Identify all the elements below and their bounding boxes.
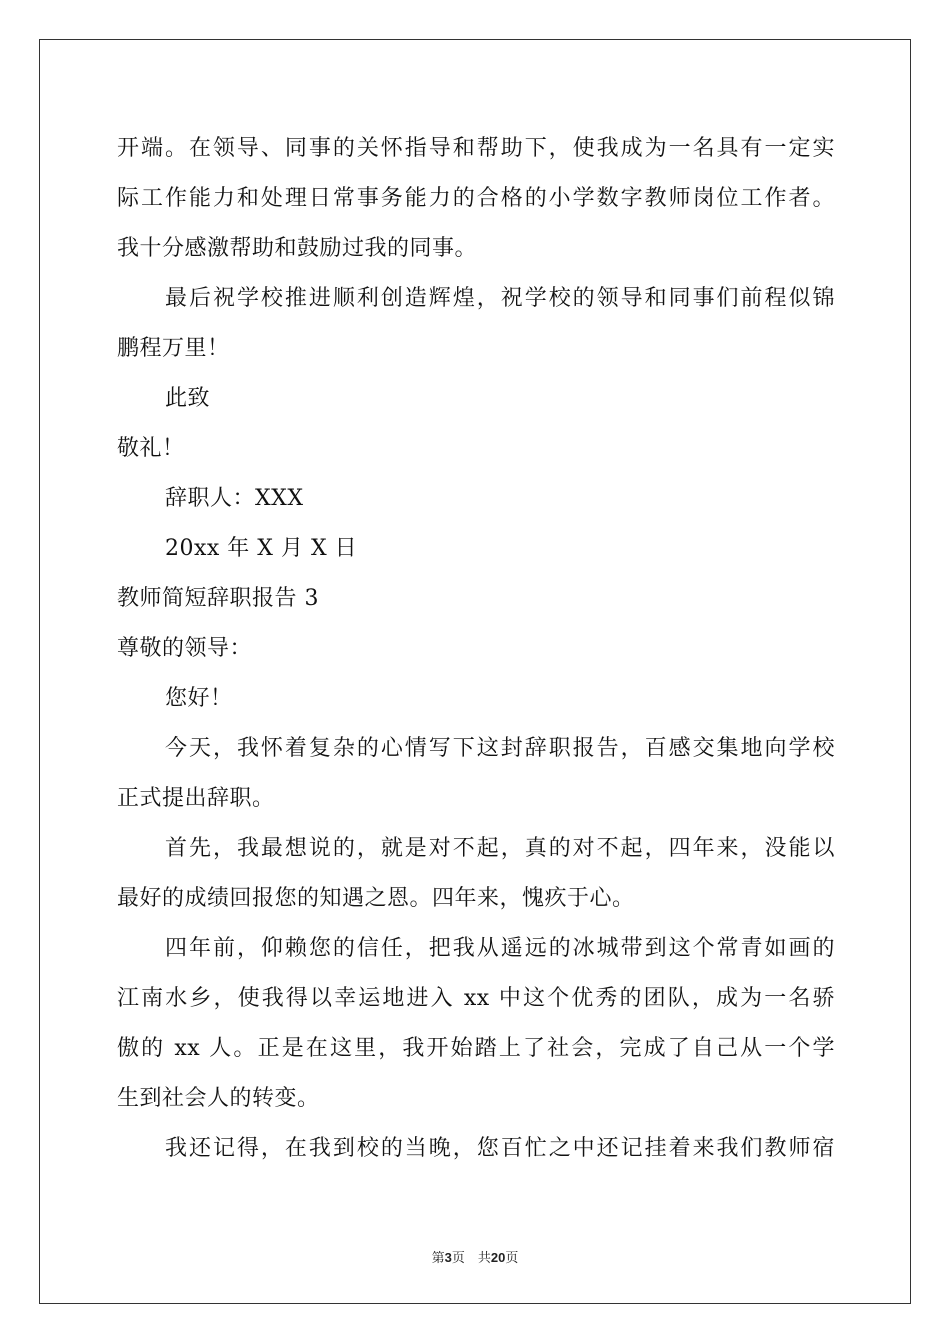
paragraph-line: 正式提出辞职。	[117, 786, 275, 811]
paragraph-line: 傲的 xx 人。正是在这里，我开始踏上了社会，完成了自己从一个学	[117, 1036, 835, 1061]
page-current: 3	[444, 1250, 452, 1265]
page-total: 20	[490, 1250, 506, 1265]
signature-name: 辞职人：XXX	[165, 486, 304, 511]
letter-salutation: 尊敬的领导：	[117, 636, 253, 661]
paragraph-line: 最后祝学校推进顺利创造辉煌，祝学校的领导和同事们前程似锦	[165, 286, 835, 311]
paragraph-line: 最好的成绩回报您的知遇之恩。四年来，愧疚于心。	[117, 886, 635, 911]
paragraph-line: 际工作能力和处理日常事务能力的合格的小学数字教师岗位工作者。	[117, 186, 835, 211]
closing-regards: 敬礼！	[117, 436, 185, 461]
page-prefix: 第	[431, 1251, 445, 1266]
paragraph-line: 鹏程万里！	[117, 336, 230, 361]
page-mid: 页 共	[451, 1251, 491, 1266]
paragraph-line: 四年前，仰赖您的信任，把我从遥远的冰城带到这个常青如画的	[165, 936, 835, 961]
paragraph-line: 开端。在领导、同事的关怀指导和帮助下，使我成为一名具有一定实	[117, 136, 835, 161]
page-footer	[0, 1247, 950, 1266]
paragraph-line: 今天，我怀着复杂的心情写下这封辞职报告，百感交集地向学校	[165, 736, 835, 761]
closing-salutation: 此致	[165, 386, 211, 411]
signature-date: 20xx 年 X 月 X 日	[165, 536, 358, 561]
paragraph-line: 生到社会人的转变。	[117, 1086, 320, 1111]
section-heading: 教师简短辞职报告 3	[117, 586, 319, 611]
paragraph-line: 首先，我最想说的，就是对不起，真的对不起，四年来，没能以	[165, 836, 835, 861]
page-suffix: 页	[505, 1251, 519, 1266]
paragraph-line: 我还记得，在我到校的当晚，您百忙之中还记挂着来我们教师宿	[165, 1136, 835, 1161]
greeting: 您好！	[165, 686, 233, 711]
document-body	[117, 124, 835, 1174]
paragraph-line: 江南水乡，使我得以幸运地进入 xx 中这个优秀的团队，成为一名骄	[117, 986, 835, 1011]
paragraph-line: 我十分感激帮助和鼓励过我的同事。	[117, 236, 478, 261]
